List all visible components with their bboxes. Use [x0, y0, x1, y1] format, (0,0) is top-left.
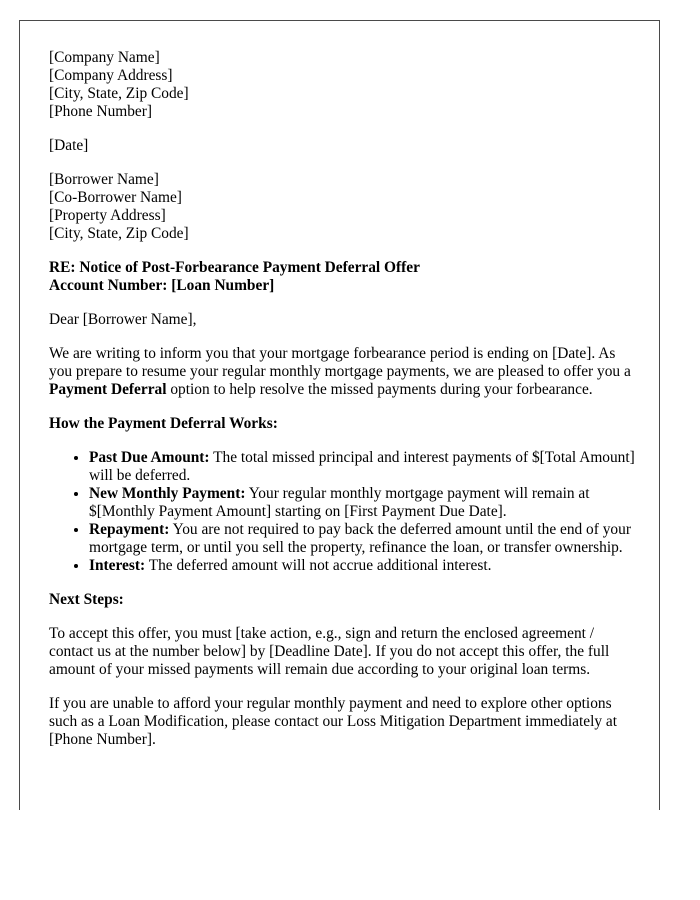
- letter-page: [19, 20, 660, 810]
- account-number-line: Account Number: [Loan Number]: [49, 277, 275, 294]
- company-address: [Company Address]: [49, 67, 173, 84]
- subject-block: [49, 259, 639, 295]
- letter-content: [49, 49, 639, 765]
- property-address: [Property Address]: [49, 207, 166, 224]
- list-item: [89, 521, 639, 557]
- next-steps-paragraph-accept: To accept this offer, you must [take action, e.g., sign and return the enclosed agreement / contact us at the number below] by [Deadline Date]. If you do not accept this offer, the full amount of your missed payments will remain due according to your original loan terms.: [49, 625, 610, 678]
- borrower-name: [Borrower Name]: [49, 171, 159, 188]
- list-item-text: Your regular monthly mortgage payment will remain at $[Monthly Payment Amount] starting on [First Payment Due Date].: [89, 485, 590, 520]
- list-item-text: The deferred amount will not accrue additional interest.: [145, 557, 492, 574]
- next-steps-heading: Next Steps:: [49, 591, 124, 608]
- recipient-city-state-zip: [City, State, Zip Code]: [49, 225, 189, 242]
- next-steps-paragraph-contact: If you are unable to afford your regular monthly payment and need to explore other options such as a Loan Modification, please contact our Loss Mitigation Department immediately at [Phone Number].: [49, 695, 618, 748]
- recipient-address: [49, 171, 639, 243]
- list-item-term: Interest:: [89, 557, 146, 574]
- list-item-term: Repayment:: [89, 521, 170, 538]
- company-name: [Company Name]: [49, 49, 160, 66]
- list-item: [89, 485, 639, 521]
- company-phone: [Phone Number]: [49, 103, 153, 120]
- list-item: [89, 557, 639, 575]
- intro-text-after: option to help resolve the missed payments during your forbearance.: [166, 381, 593, 398]
- list-item-text: You are not required to pay back the deferred amount until the end of your mortgage term, or until you sell the property, refinance the loan, or transfer ownership.: [89, 521, 631, 556]
- salutation: Dear [Borrower Name],: [49, 311, 197, 328]
- date-text: [Date]: [49, 137, 89, 154]
- sender-address: [49, 49, 639, 121]
- deferral-terms-list: [49, 449, 639, 575]
- intro-paragraph: [49, 345, 639, 399]
- intro-highlight: Payment Deferral: [49, 381, 167, 398]
- company-city-state-zip: [City, State, Zip Code]: [49, 85, 189, 102]
- co-borrower-name: [Co-Borrower Name]: [49, 189, 182, 206]
- list-item-term: Past Due Amount:: [89, 449, 210, 466]
- list-item-term: New Monthly Payment:: [89, 485, 246, 502]
- list-item: [89, 449, 639, 485]
- letter-date: [49, 137, 639, 155]
- intro-text-before: We are writing to inform you that your mortgage forbearance period is ending on [Date]. As you prepare to resume your regular monthly mortgage payments, we are pleased to offer you a: [49, 345, 631, 380]
- list-item-text: The total missed principal and interest payments of $[Total Amount] will be deferred.: [89, 449, 635, 484]
- re-line: RE: Notice of Post-Forbearance Payment Deferral Offer: [49, 259, 420, 276]
- how-it-works-heading: How the Payment Deferral Works:: [49, 415, 278, 432]
